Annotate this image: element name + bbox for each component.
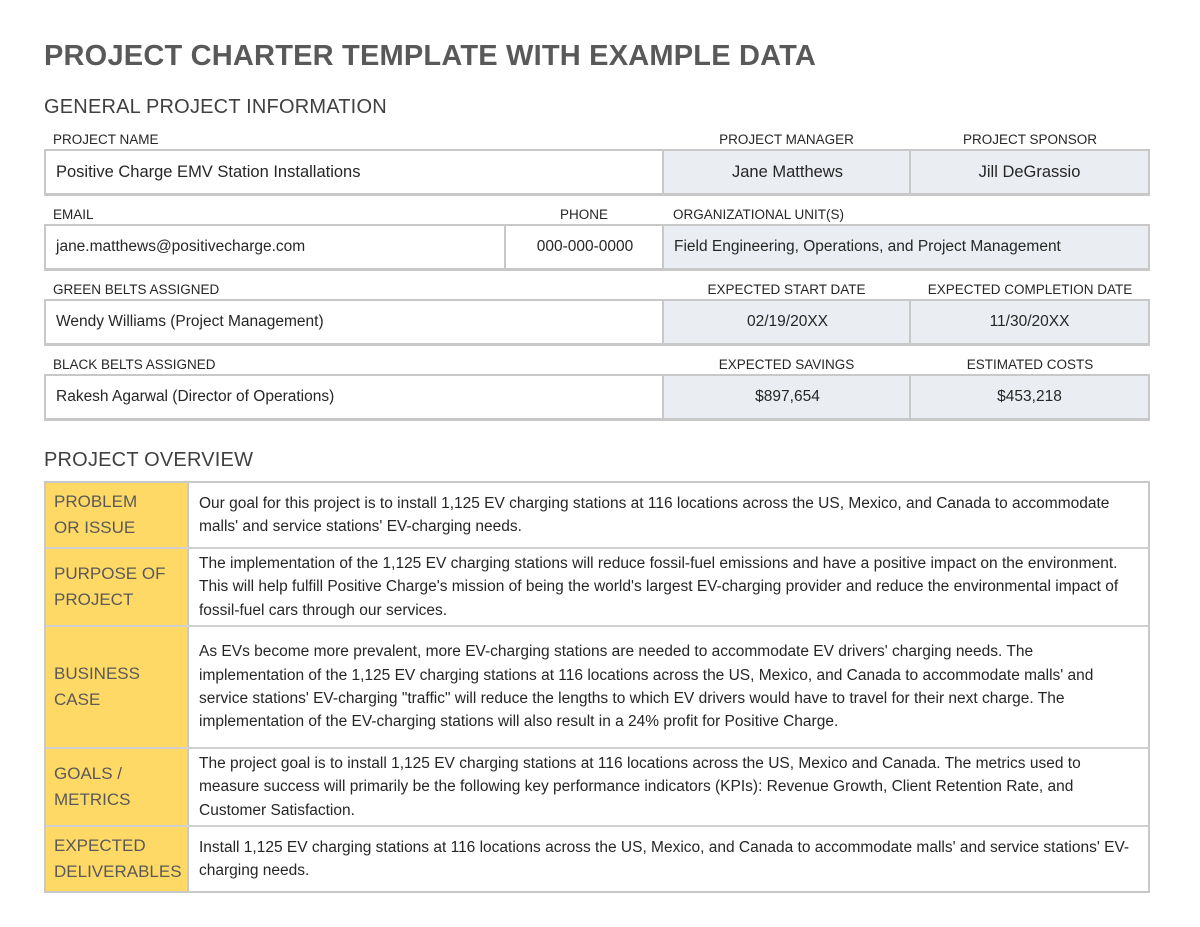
start-date-value: 02/19/20XX [746, 313, 828, 330]
overview-label-business-case [46, 627, 189, 747]
project-name-field[interactable] [44, 149, 664, 196]
project-sponsor-value: Jill DeGrassio [978, 162, 1081, 181]
overview-row-business-case [46, 627, 1148, 749]
completion-date-label: EXPECTED COMPLETION DATE [927, 282, 1133, 297]
black-belts-field[interactable] [44, 374, 664, 421]
expected-savings-label: EXPECTED SAVINGS [718, 357, 855, 372]
overview-text-deliverables[interactable] [189, 827, 1148, 891]
overview-text-goals-value: The project goal is to install 1,125 EV charging stations at 116 locations across the US, Mexico and Canada. The metrics used to measure success will primarily be the following key performance indicators (KPIs): Revenue Growth, Client Retention Rate, and Customer Satisfaction. [199, 755, 1081, 819]
overview-row-deliverables [46, 827, 1148, 891]
overview-label-line: GOALS / [54, 764, 123, 783]
overview-label-problem [46, 483, 189, 547]
org-units-value: Field Engineering, Operations, and Project Management [674, 238, 1061, 255]
start-date-field[interactable] [662, 299, 911, 346]
green-belts-field[interactable] [44, 299, 664, 346]
overview-label-goals [46, 749, 189, 825]
project-overview-heading: PROJECT OVERVIEW [44, 449, 254, 471]
expected-savings-field[interactable] [662, 374, 911, 421]
overview-label-line: CASE [54, 690, 101, 709]
overview-text-business-case-value: As EVs become more prevalent, more EV-charging stations are needed to accommodate EV drivers' charging needs. The implementation of the 1,125 EV charging stations at 116 locations across the US, Mexico, and Canada to accommodate malls' and service stations' EV-charging "traffic" will reduce the lengths to which EV drivers would have to travel for their next charge. The implementation of the EV-charging stations will also result in a 24% profit for Positive Charge. [199, 643, 1094, 731]
overview-label-line: PROBLEM [54, 492, 138, 511]
phone-field[interactable] [504, 224, 664, 271]
overview-label-purpose [46, 549, 189, 625]
black-belts-value: Rakesh Agarwal (Director of Operations) [56, 388, 335, 405]
overview-label-line: BUSINESS [54, 664, 140, 683]
project-name-value: Positive Charge EMV Station Installations [56, 162, 361, 181]
org-units-label: ORGANIZATIONAL UNIT(S) [673, 207, 845, 222]
project-manager-field[interactable] [662, 149, 911, 196]
estimated-costs-label: ESTIMATED COSTS [966, 357, 1094, 372]
project-manager-label: PROJECT MANAGER [719, 132, 854, 147]
start-date-label: EXPECTED START DATE [707, 282, 866, 297]
overview-label-line: DELIVERABLES [54, 862, 182, 881]
project-name-label: PROJECT NAME [53, 132, 159, 147]
overview-row-problem [46, 483, 1148, 549]
overview-text-purpose[interactable] [189, 549, 1148, 625]
overview-text-purpose-value: The implementation of the 1,125 EV charging stations will reduce fossil-fuel emissions and have a positive impact on the environment. This will help fulfill Positive Charge's mission of being the world's largest EV-charging provider and reduce the environmental impact of fossil-fuel cars through our services. [199, 555, 1119, 619]
overview-label-line: EXPECTED [54, 836, 146, 855]
overview-text-problem[interactable] [189, 483, 1148, 547]
general-info-heading: GENERAL PROJECT INFORMATION [44, 96, 387, 118]
green-belts-value: Wendy Williams (Project Management) [56, 313, 324, 330]
project-manager-value: Jane Matthews [732, 162, 843, 181]
overview-label-line: PROJECT [54, 590, 134, 609]
overview-text-business-case[interactable] [189, 627, 1148, 747]
phone-value: 000-000-0000 [536, 238, 634, 255]
email-label: EMAIL [53, 207, 94, 222]
overview-text-problem-value: Our goal for this project is to install 1,125 EV charging stations at 116 locations across the US, Mexico, and Canada to accommodate malls' and service stations' EV-charging needs. [199, 494, 1110, 535]
completion-date-field[interactable] [909, 299, 1150, 346]
project-sponsor-label: PROJECT SPONSOR [962, 132, 1098, 147]
completion-date-value: 11/30/20XX [989, 313, 1070, 330]
overview-table [44, 481, 1150, 893]
page-title: PROJECT CHARTER TEMPLATE WITH EXAMPLE DATA [44, 40, 817, 72]
overview-text-goals[interactable] [189, 749, 1148, 825]
estimated-costs-value: $453,218 [997, 388, 1062, 405]
org-units-field[interactable] [662, 224, 1150, 271]
estimated-costs-field[interactable] [909, 374, 1150, 421]
overview-label-deliverables [46, 827, 189, 891]
email-field[interactable] [44, 224, 506, 271]
phone-label: PHONE [559, 207, 608, 222]
overview-label-line: METRICS [54, 790, 131, 809]
black-belts-label: BLACK BELTS ASSIGNED [53, 357, 216, 372]
overview-row-goals [46, 749, 1148, 827]
green-belts-label: GREEN BELTS ASSIGNED [53, 282, 220, 297]
overview-label-line: PURPOSE OF [54, 564, 166, 583]
overview-label-line: OR ISSUE [54, 518, 136, 537]
project-sponsor-field[interactable] [909, 149, 1150, 196]
email-value: jane.matthews@positivecharge.com [56, 238, 306, 255]
expected-savings-value: $897,654 [755, 388, 820, 405]
overview-text-deliverables-value: Install 1,125 EV charging stations at 116 locations across the US, Mexico, and Canada to accommodate malls' and service stations' EV-charging needs. [199, 838, 1130, 879]
overview-row-purpose [46, 549, 1148, 627]
